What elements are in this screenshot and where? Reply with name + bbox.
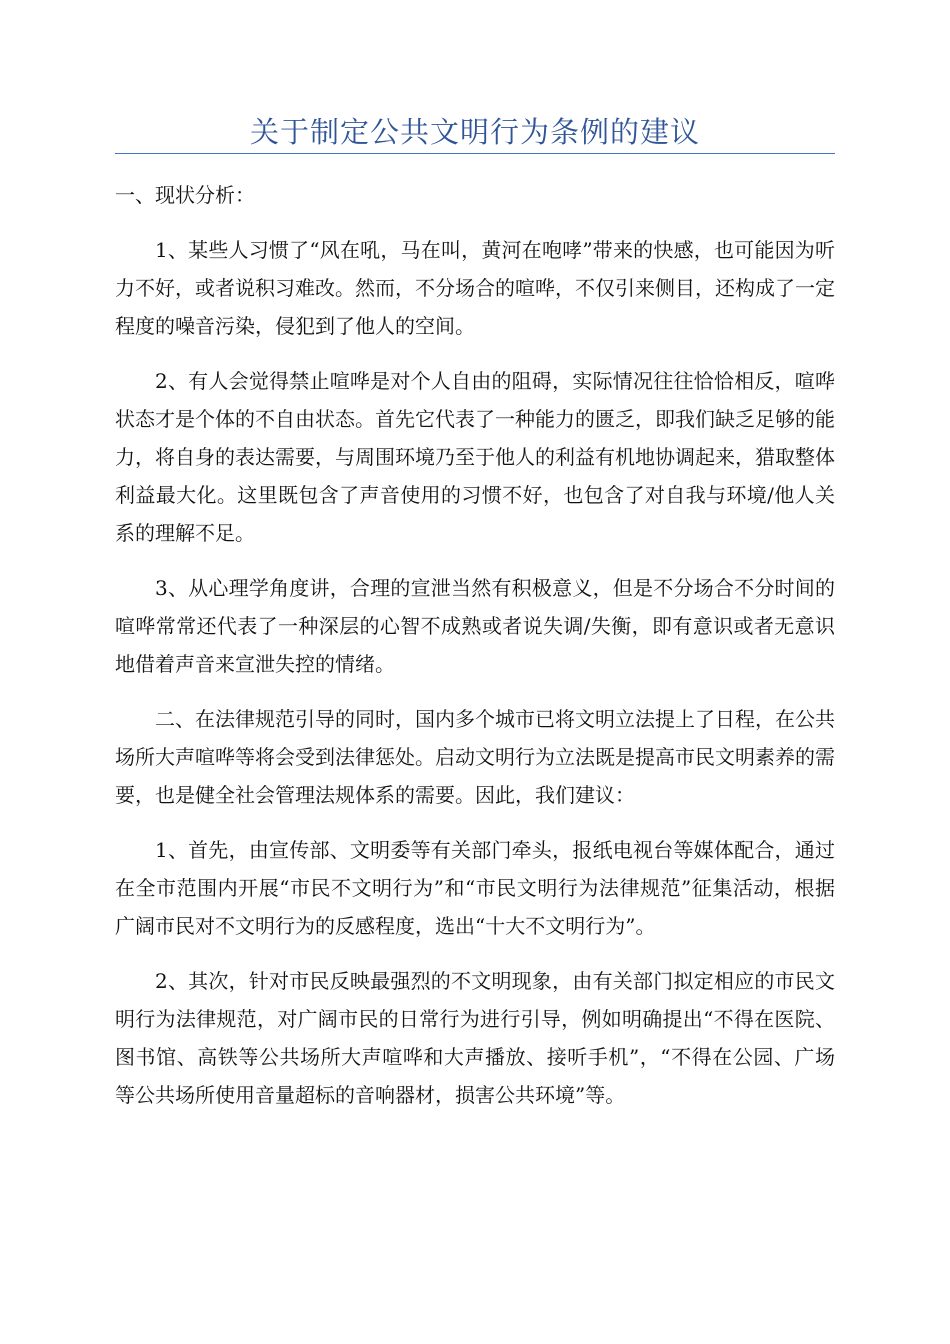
paragraph-5: 1、首先，由宣传部、文明委等有关部门牵头，报纸电视台等媒体配合，通过在全市范围内开展“市民不文明行为”和“市民文明行为法律规范”征集活动，根据广阔市民对不文明行为的反感程度，选出“十大不文明行为”。 (115, 838, 835, 938)
paragraph-4: 二、在法律规范引导的同时，国内多个城市已将文明立法提上了日程，在公共场所大声喧哗等将会受到法律惩处。启动文明行为立法既是提高市民文明素养的需要，也是健全社会管理法规体系的需要。因此，我们建议： (115, 707, 835, 807)
paragraph-6: 2、其次，针对市民反映最强烈的不文明现象，由有关部门拟定相应的市民文明行为法律规范，对广阔市民的日常行为进行引导，例如明确提出“不得在医院、图书馆、高铁等公共场所大声喧哗和大声播放、接听手机”，“不得在公园、广场等公共场所使用音量超标的音响器材，损害公共环境”等。 (115, 969, 835, 1107)
section-heading-status-analysis: 一、现状分析： (115, 183, 255, 207)
paragraph-2: 2、有人会觉得禁止喧哗是对个人自由的阻碍，实际情况往往恰恰相反，喧哗状态才是个体的不自由状态。首先它代表了一种能力的匮乏，即我们缺乏足够的能力，将自身的表达需要，与周围环境乃至于他人的利益有机地协调起来，猎取整体利益最大化。这里既包含了声音使用的习惯不好，也包含了对自我与环境/他人关系的理解不足。 (115, 369, 835, 545)
document-body (115, 176, 835, 1131)
document-title: 关于制定公共文明行为条例的建议 (249, 115, 700, 149)
title-underline (115, 153, 835, 154)
paragraph-1: 1、某些人习惯了“风在吼，马在叫，黄河在咆哮”带来的快感，也可能因为听力不好，或者说积习难改。然而，不分场合的喧哗，不仅引来侧目，还构成了一定程度的噪音污染，侵犯到了他人的空间。 (115, 238, 835, 338)
paragraph-3: 3、从心理学角度讲，合理的宣泄当然有积极意义，但是不分场合不分时间的喧哗常常还代表了一种深层的心智不成熟或者说失调/失衡，即有意识或者无意识地借着声音来宣泄失控的情绪。 (115, 576, 835, 676)
